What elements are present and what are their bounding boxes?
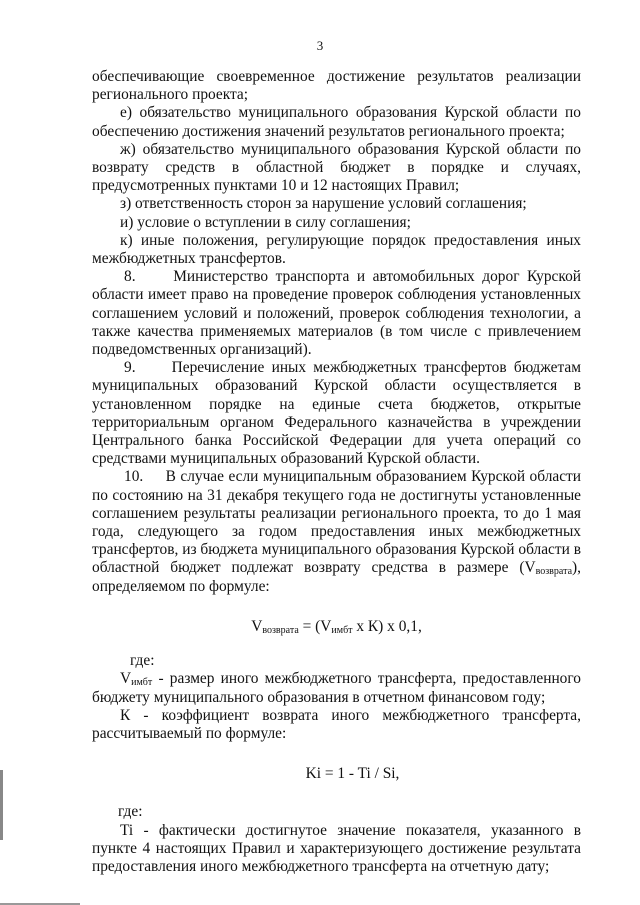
clause-8: 8. Министерство транспорта и автомобильных дорог Курской области имеет право на проведение проверок соблюдения установленных соглашением условий и положений, проверок соблюдения технологии, а также качества применяемых материалов (в том числе с привлечением подведомственных организаций). <box>92 268 581 359</box>
definition-ti: Ti - фактически достигнутое значение показателя, указанного в пункте 4 настоящих Правил и характеризующего достижение результата предоставления иного межбюджетного трансферта на отчетную дату; <box>92 821 581 875</box>
clause-10-text: 10. В случае если муниципальным образованием Курской области по состоянию на 31 декабря текущего года не достигнуты установленные соглашением результаты реализации регионального проекта, то до 1 мая года, следующего за годом предоставления иных межбюджетных трансфертов, из бюджета муниципального образования Курской области в областной бюджет подлежат возврату средства в размере (V <box>92 468 581 577</box>
item-e: е) обязательство муниципального образования Курской области по обеспечению достижения значений результатов регионального проекта; <box>92 104 581 140</box>
clause-10-subscript: возврата <box>535 566 573 578</box>
where-label-2: где: <box>118 803 143 821</box>
clause-9: 9. Перечисление иных межбюджетных трансфертов бюджетам муниципальных образований Курской области осуществляется в установленном порядке на единые счета бюджетов, открытые территориальным органом Федерального казначейства в учреждении Центрального банка Российской Федерации для учета операций со средствами муниципальных образований Курской области. <box>92 359 581 468</box>
document-body <box>92 68 581 876</box>
item-zh: ж) обязательство муниципального образования Курской области по возврату средств в областной бюджет в порядке и случаях, предусмотренных пунктами 10 и 12 настоящих Правил; <box>92 140 581 195</box>
page-number: 3 <box>316 38 324 53</box>
item-i: и) условие о вступлении в силу соглашения; <box>120 213 411 231</box>
item-z: з) ответственность сторон за нарушение условий соглашения; <box>120 195 527 213</box>
scan-edge-mark <box>0 770 3 840</box>
clause-10 <box>92 468 581 595</box>
clause-10-end: ), определяемом по формуле: <box>92 559 581 595</box>
definition-k: К - коэффициент возврата иного межбюджетного трансферта, рассчитываемый по формуле: <box>92 706 581 742</box>
formula-v-return: $V_{возврата} = (V_{имбт}$ х К) х 0,1, <box>251 617 422 636</box>
where-label-1: где: <box>130 652 155 670</box>
definition-v-imbt: $V_{имбт}$ - размер иного межбюджетного трансферта, предоставленного бюджету муниципального образования в отчетном финансовом году; <box>92 670 581 706</box>
formula-ki: Ki = 1 - Ti / Si, <box>305 765 400 783</box>
paragraph-continuation: обеспечивающие своевременное достижение результатов реализации регионального проекта; <box>92 68 581 104</box>
item-k: к) иные положения, регулирующие порядок предоставления иных межбюджетных трансфертов. <box>92 231 581 268</box>
